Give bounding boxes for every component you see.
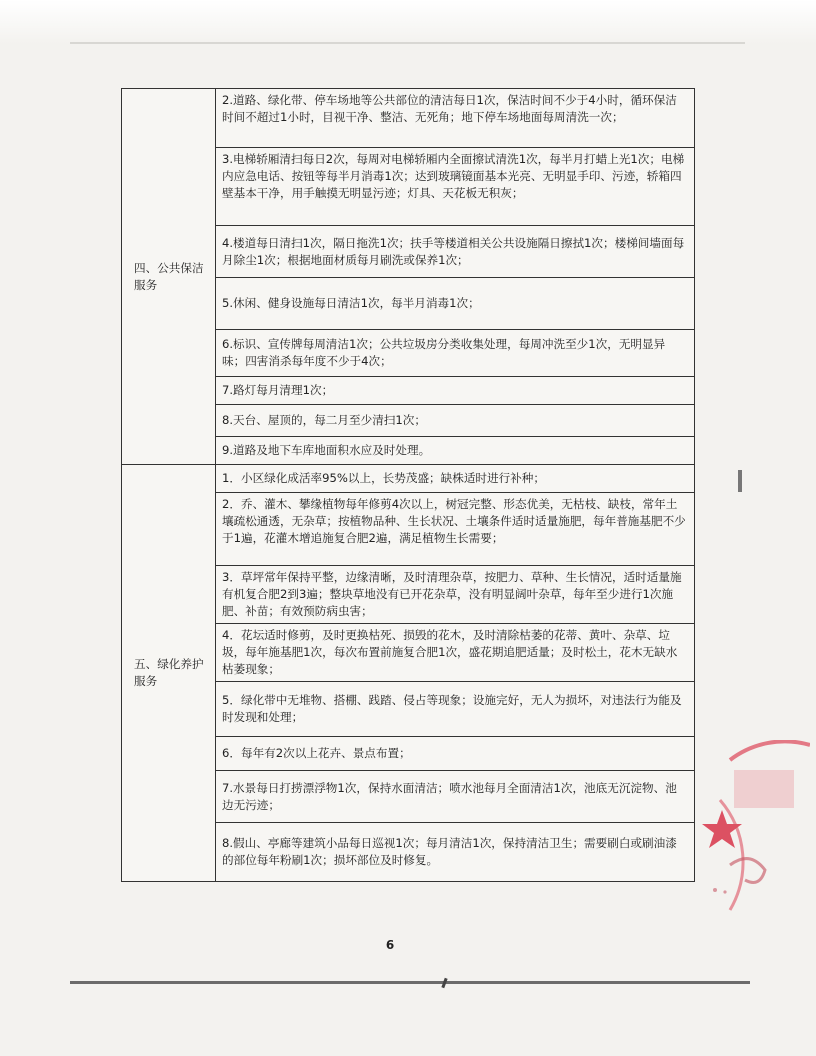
table-cell: 8.天台、屋顶的，每二月至少清扫1次； <box>216 405 695 437</box>
page-number: 6 <box>385 938 395 952</box>
table-cell: 6．每年有2次以上花卉、景点布置； <box>216 737 695 771</box>
scan-edge-mark <box>738 470 742 492</box>
scan-edge-line <box>70 42 745 44</box>
table-cell: 2．乔、灌木、攀缘植物每年修剪4次以上，树冠完整、形态优美，无枯枝、缺枝，常年土壤疏松通透，无杂草；按植物品种、生长状况、土壤条件适时适量施肥，每年普施基肥不少于1遍，花灌木增追施复合肥2遍，满足植物生长需要； <box>216 493 695 566</box>
table-cell: 4．花坛适时修剪，及时更换枯死、损毁的花木，及时清除枯萎的花蒂、黄叶、杂草、垃圾，每年施基肥1次，每次布置前施复合肥1次，盛花期追肥适量；及时松土，花木无缺水枯萎现象； <box>216 624 695 682</box>
red-seal-stamp <box>690 740 810 930</box>
table-cell: 3.电梯轿厢清扫每日2次，每周对电梯轿厢内全面擦试清洗1次，每半月打蜡上光1次；电梯内应急电话、按钮等每半月消毒1次；达到玻璃镜面基本光亮、无明显手印、污迹，轿箱四壁基本干净，用手触摸无明显污迹；灯具、天花板无积灰； <box>216 148 695 226</box>
table-cell: 8.假山、亭廊等建筑小品每日巡视1次；每月清洁1次，保持清洁卫生；需要刷白或刷油漆的部位每年粉刷1次；损坏部位及时修复。 <box>216 823 695 882</box>
table-cell: 2.道路、绿化带、停车场地等公共部位的清洁每日1次，保洁时间不少于4小时，循环保洁时间不超过1小时，目视干净、整洁、无死角；地下停车场地面每周清洗一次； <box>216 89 695 148</box>
table-cell: 6.标识、宣传牌每周清洁1次；公共垃圾房分类收集处理，每周冲洗至少1次，无明显异味；四害消杀每年度不少于4次； <box>216 330 695 377</box>
table-cell: 7.水景每日打捞漂浮物1次，保持水面清洁；喷水池每月全面清洁1次，池底无沉淀物、池边无污迹； <box>216 771 695 823</box>
section-heading-greening: 五、绿化养护服务 <box>122 465 216 882</box>
table-cell: 4.楼道每日清扫1次，隔日拖洗1次；扶手等楼道相关公共设施隔日擦拭1次；楼梯间墙面每月除尘1次；根据地面材质每月刷洗或保养1次； <box>216 226 695 278</box>
service-standards-table <box>121 88 695 882</box>
table-cell: 3．草坪常年保持平整，边缘清晰，及时清理杂草，按肥力、草种、生长情况，适时适量施有机复合肥2到3遍；整块草地没有已开花杂草，没有明显阔叶杂草，每年至少进行1次施肥、补苗；有效预防病虫害； <box>216 566 695 624</box>
table-row <box>122 89 695 148</box>
section-heading-cleaning: 四、公共保洁服务 <box>122 89 216 465</box>
table-cell: 5.休闲、健身设施每日清洁1次，每半月消毒1次； <box>216 278 695 330</box>
table-cell: 5．绿化带中无堆物、搭棚、践踏、侵占等现象；设施完好，无人为损坏，对违法行为能及时发现和处理； <box>216 682 695 737</box>
table-cell: 1．小区绿化成活率95%以上，长势茂盛；缺株适时进行补种； <box>216 465 695 493</box>
table-cell: 7.路灯每月清理1次； <box>216 377 695 405</box>
scan-bottom-edge <box>70 981 750 984</box>
table-row <box>122 465 695 493</box>
scan-top-margin <box>0 0 816 44</box>
table-cell: 9.道路及地下车库地面积水应及时处理。 <box>216 437 695 465</box>
